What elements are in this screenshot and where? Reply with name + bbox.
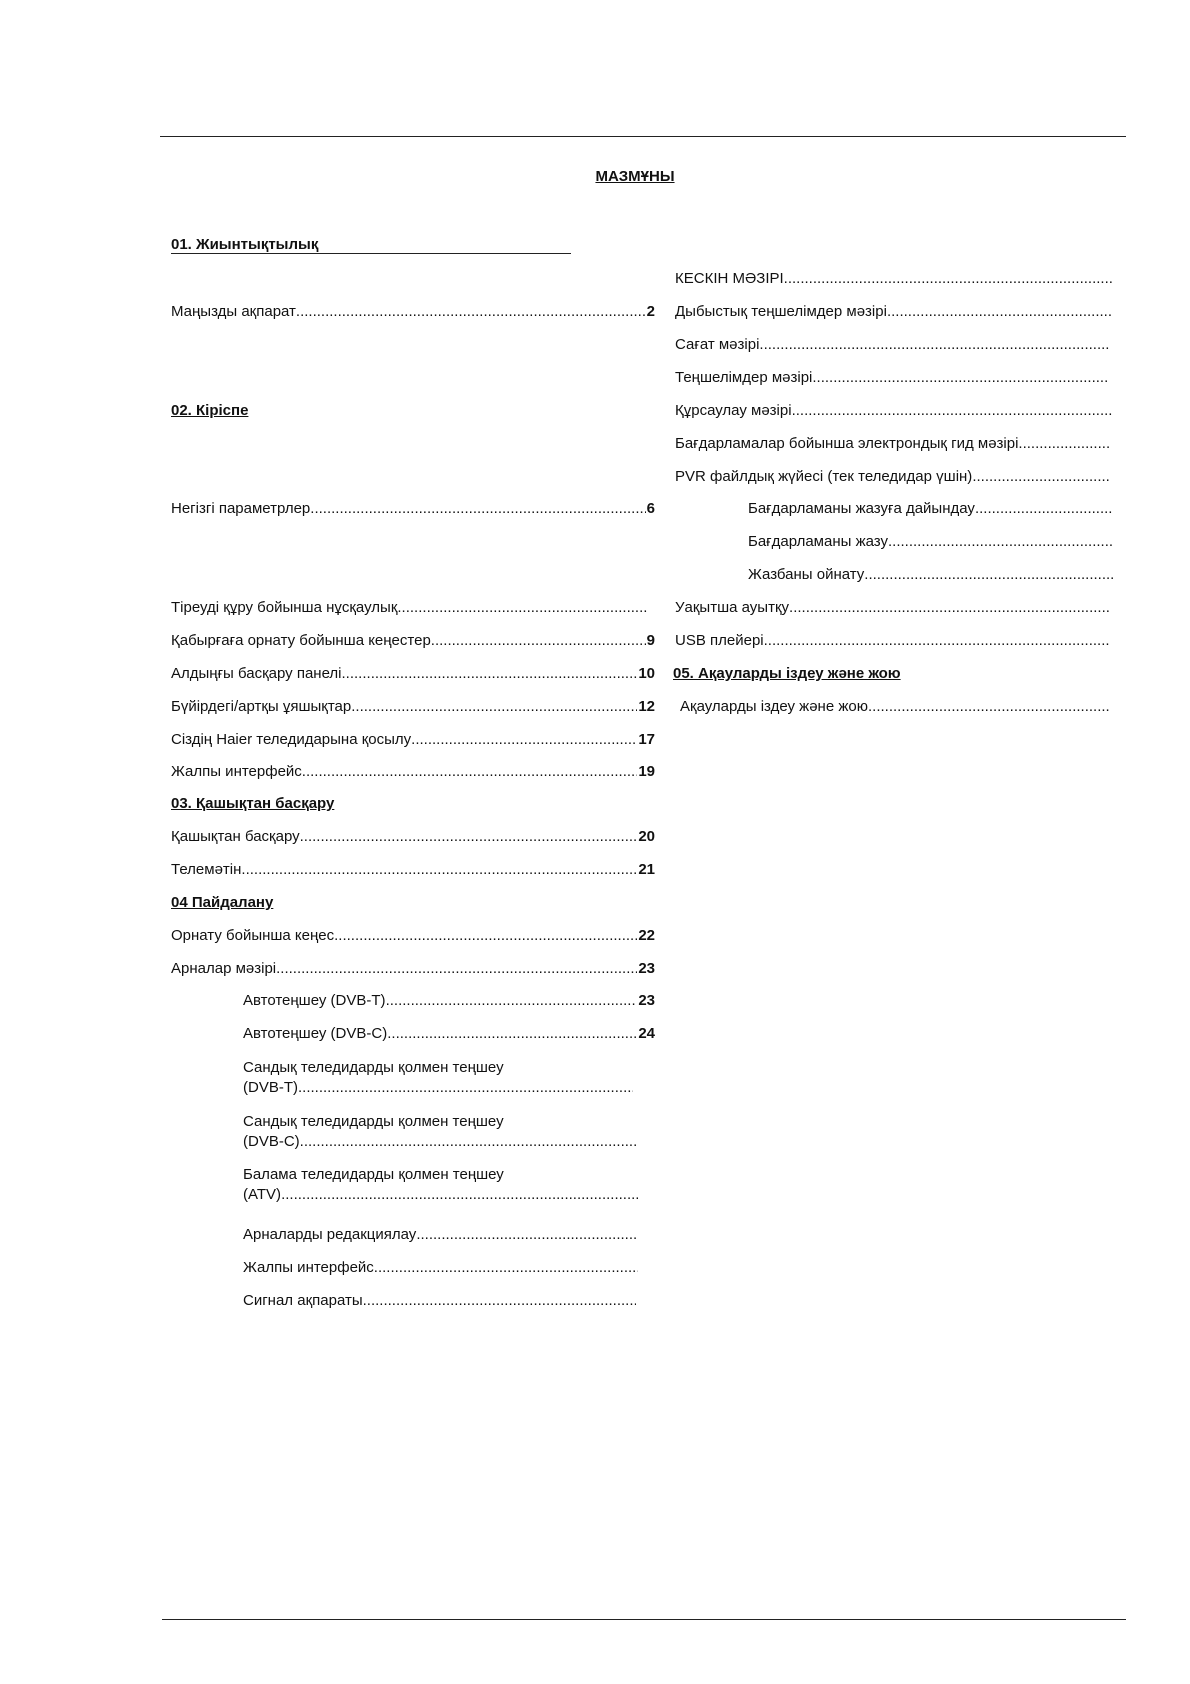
bottom-rule — [162, 1619, 1126, 1620]
toc-entry-haier-connect[interactable]: Сіздің Haier теледидарына қосылу ..... 17 — [171, 731, 655, 749]
toc-entry-sound-menu[interactable]: Дыбыстық теңшелімдер мәзірі ..... — [675, 303, 1113, 321]
toc-entry-settings-menu[interactable]: Теңшелімдер мәзірі ..... — [675, 369, 1109, 387]
toc-entry-teletext[interactable]: Телемәтін ..... 21 — [171, 861, 655, 879]
toc-entry-wall-mount[interactable]: Қабырғаға орнату бойынша кеңестер ..... 9 — [171, 632, 655, 650]
toc-entry-common-interface[interactable]: Жалпы интерфейс ..... 19 — [171, 763, 655, 781]
toc-entry-usb-player[interactable]: USB плейері ..... — [675, 632, 1109, 650]
toc-subentry-autotune-dvbc[interactable]: Автотеңшеу (DVB-C) ..... 24 — [243, 1025, 655, 1043]
toc-entry-remote-control[interactable]: Қашықтан басқару ..... 20 — [171, 828, 655, 846]
toc-subentry-manual-atv[interactable]: Балама теледидарды қолмен теңшеу (ATV) ..... — [243, 1165, 638, 1205]
toc-entry-stand-assembly[interactable]: Тіреуді құру бойынша нұсқаулық ..... — [171, 599, 649, 617]
toc-subentry-prepare-recording[interactable]: Бағдарламаны жазуға дайындау ..... — [748, 500, 1113, 518]
section-01-heading: 01. Жиынтықтылық — [171, 236, 319, 253]
toc-entry-lock-menu[interactable]: Құрсаулау мәзірі ..... — [675, 402, 1113, 420]
section-01-underline — [171, 253, 571, 254]
toc-subentry-playback[interactable]: Жазбаны ойнату ..... — [748, 566, 1113, 584]
toc-entry-important-info[interactable]: Маңызды ақпарат ..... 2 — [171, 303, 655, 321]
toc-entry-main-parameters[interactable]: Негізгі параметрлер ..... 6 — [171, 500, 655, 518]
toc-entry-clock-menu[interactable]: Сағат мәзірі ..... — [675, 336, 1109, 354]
toc-subentry-autotune-dvbt[interactable]: Автотеңшеу (DVB-T) ..... 23 — [243, 992, 655, 1010]
toc-entry-front-panel[interactable]: Алдыңғы басқару панелі ..... 10 — [171, 665, 655, 683]
toc-entry-timeshift[interactable]: Уақытша ауытқу ..... — [675, 599, 1109, 617]
page-title: МАЗМҰНЫ — [595, 168, 675, 185]
section-03-heading: 03. Қашықтан басқару — [171, 795, 335, 812]
toc-entry-picture-menu[interactable]: КЕСКІН МӘЗІРІ ..... — [675, 270, 1113, 288]
toc-subentry-signal-info[interactable]: Сигнал ақпараты ..... — [243, 1292, 636, 1310]
toc-entry-side-rear-ports[interactable]: Бүйірдегі/артқы ұяшықтар ..... 12 — [171, 698, 655, 716]
toc-entry-channel-menu[interactable]: Арналар мәзірі ..... 23 — [171, 960, 655, 978]
section-02-heading: 02. Кіріспе — [171, 402, 249, 419]
top-rule — [160, 136, 1126, 137]
section-04-heading: 04 Пайдалану — [171, 894, 274, 911]
toc-entry-troubleshooting[interactable]: Ақауларды іздеу және жою ..... — [680, 698, 1109, 716]
toc-subentry-manual-dvbt[interactable]: Сандық теледидарды қолмен теңшеу (DVB-T) ..... — [243, 1058, 633, 1098]
toc-subentry-channel-edit[interactable]: Арналарды редакциялау ..... — [243, 1226, 636, 1244]
toc-subentry-record-program[interactable]: Бағдарламаны жазу ..... — [748, 533, 1113, 551]
section-05-heading: 05. Ақауларды іздеу және жою — [673, 665, 901, 682]
toc-subentry-common-interface[interactable]: Жалпы интерфейс ..... — [243, 1259, 638, 1277]
toc-entry-epg-menu[interactable]: Бағдарламалар бойынша электрондық гид мәзірі ..... — [675, 435, 1109, 453]
toc-subentry-manual-dvbc[interactable]: Сандық теледидарды қолмен теңшеу (DVB-C) ..... — [243, 1112, 638, 1152]
toc-entry-install-tips[interactable]: Орнату бойынша кеңес ..... 22 — [171, 927, 655, 945]
toc-entry-pvr-filesystem[interactable]: PVR файлдық жүйесі (тек теледидар үшін) ..... — [675, 468, 1109, 486]
